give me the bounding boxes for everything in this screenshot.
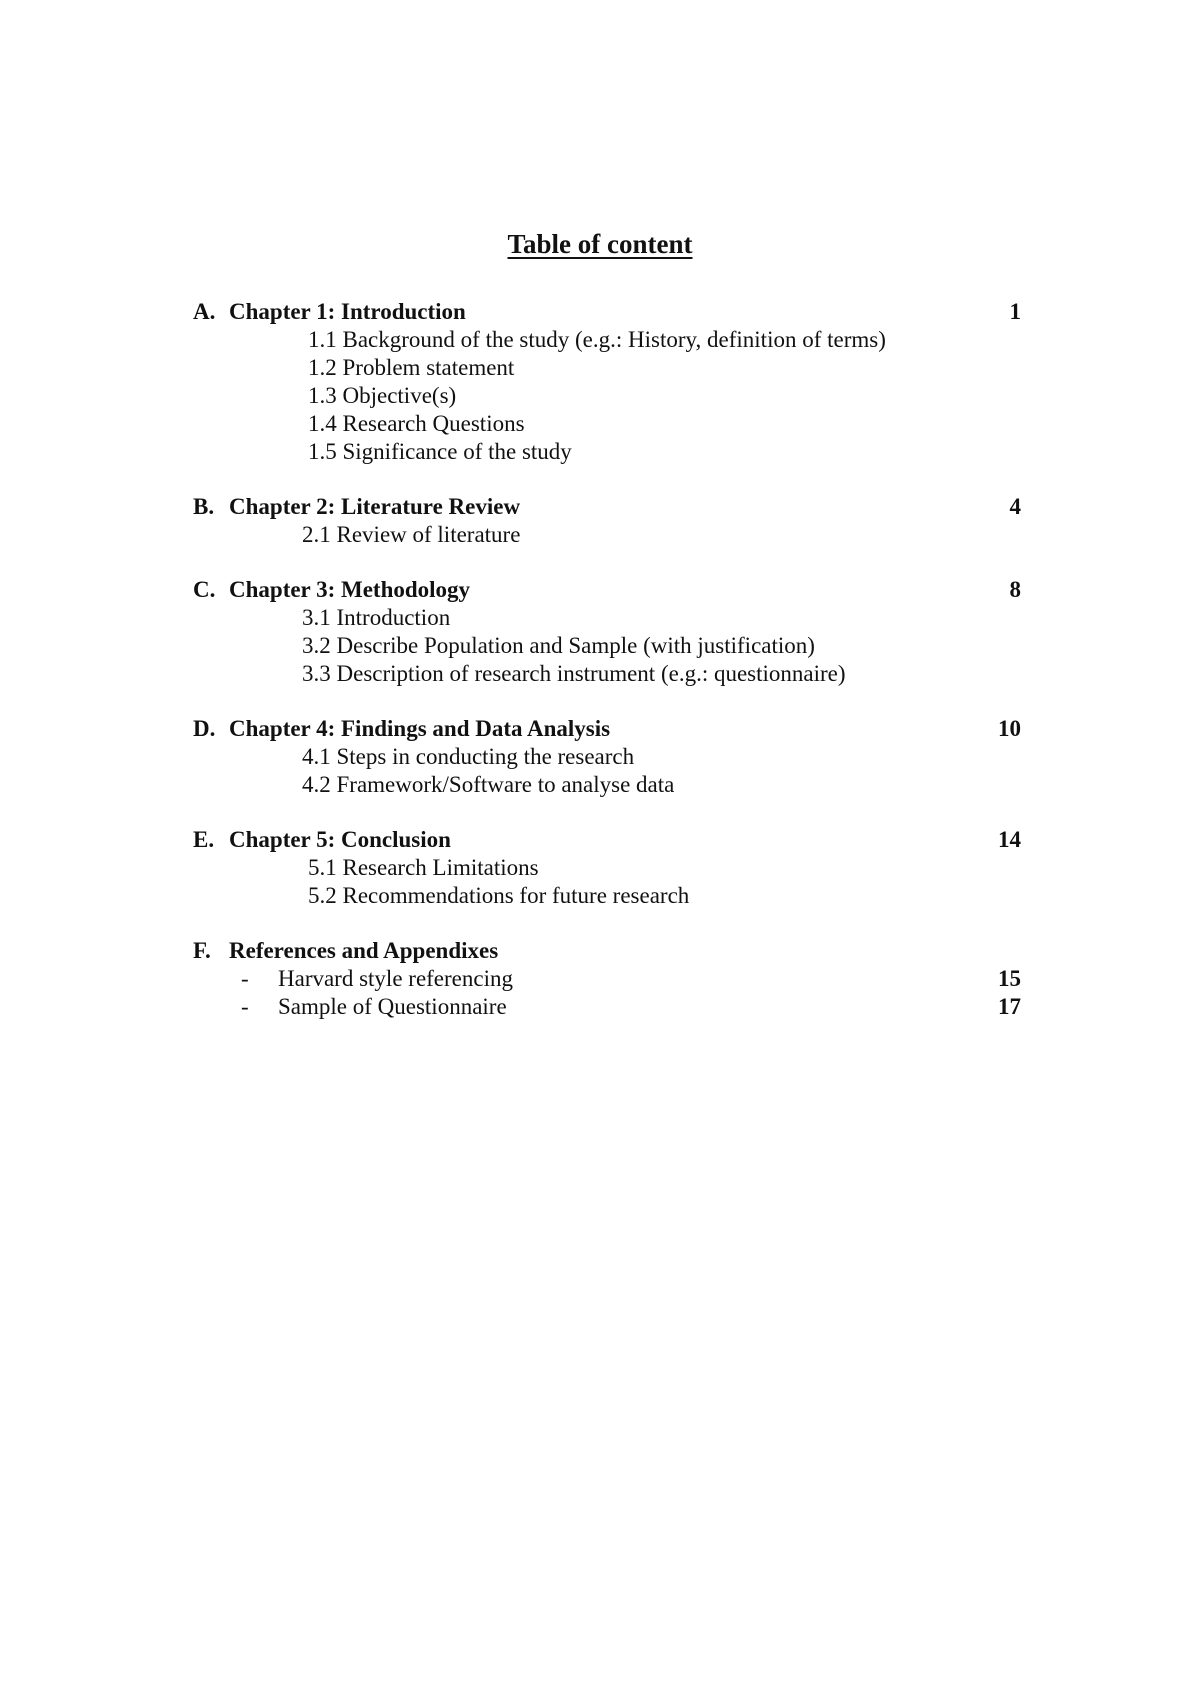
chapter-page-number: 4 [1009,494,1021,519]
subitem-text: 1.5 Significance of the study [308,439,572,464]
toc-subitem [193,604,1033,632]
chapter-letter: D. [193,716,216,741]
toc-section-a [193,298,1033,466]
subitem-text: 3.1 Introduction [302,605,451,630]
bullet-dash: - [241,994,249,1019]
chapter-page-number: 1 [1009,299,1021,324]
toc-subitem [193,354,1033,382]
subitem-text: 1.3 Objective(s) [308,383,457,408]
chapter-title: Chapter 1: Introduction [229,299,466,324]
chapter-letter: F. [193,938,211,963]
toc-subitem [193,882,1033,910]
toc-section-f [193,937,1033,1021]
toc-section-d [193,715,1033,799]
page-title: Table of content [507,229,693,259]
subitem-text: 3.3 Description of research instrument (e.g.: questionnaire) [302,661,846,686]
toc-subitem [193,632,1033,660]
chapter-title: Chapter 4: Findings and Data Analysis [229,716,611,741]
subitem-text: 1.1 Background of the study (e.g.: History, definition of terms) [308,327,886,352]
subitem-text: 2.1 Review of literature [302,522,521,547]
toc-subitem [193,743,1033,771]
toc-subitem [193,521,1033,549]
toc-subitem [193,326,1033,354]
subitem-text: 5.1 Research Limitations [308,855,539,880]
chapter-title: Chapter 5: Conclusion [229,827,451,852]
chapter-title: Chapter 2: Literature Review [229,494,521,519]
chapter-letter: C. [193,577,216,602]
toc-subitem [193,854,1033,882]
chapter-heading-row [193,298,1033,326]
chapter-title: References and Appendixes [229,938,499,963]
chapter-letter: B. [193,494,215,519]
chapter-heading-row [193,715,1033,743]
chapter-title: Chapter 3: Methodology [229,577,471,602]
chapter-page-number: 8 [1009,577,1021,602]
subitem-text: 5.2 Recommendations for future research [308,883,690,908]
chapter-heading-row [193,937,1033,965]
subitem-text: 3.2 Describe Population and Sample (with justification) [302,633,815,658]
chapter-page-number: 10 [998,716,1021,741]
toc-subitem [193,382,1033,410]
chapter-heading-row [193,576,1033,604]
chapter-letter: A. [193,299,216,324]
toc-subitem [193,438,1033,466]
toc-section-c [193,576,1033,688]
toc-subitem [193,771,1033,799]
chapter-letter: E. [193,827,215,852]
subitem-text: 1.2 Problem statement [308,355,515,380]
subitem-text: 4.2 Framework/Software to analyse data [302,772,675,797]
entry-page-number: 17 [998,994,1021,1019]
chapter-heading-row [193,826,1033,854]
toc-reference-entry [193,965,1033,993]
toc-reference-entry [193,993,1033,1021]
entry-label: Harvard style referencing [278,966,513,991]
chapter-heading-row [193,493,1033,521]
bullet-dash: - [241,966,249,991]
subitem-text: 1.4 Research Questions [308,411,525,436]
toc-section-b [193,493,1033,549]
subitem-text: 4.1 Steps in conducting the research [302,744,635,769]
toc-subitem [193,410,1033,438]
toc-section-e [193,826,1033,910]
chapter-page-number: 14 [998,827,1021,852]
entry-label: Sample of Questionnaire [278,994,507,1019]
toc-subitem [193,660,1033,688]
table-of-contents [193,298,1033,1048]
entry-page-number: 15 [998,966,1021,991]
